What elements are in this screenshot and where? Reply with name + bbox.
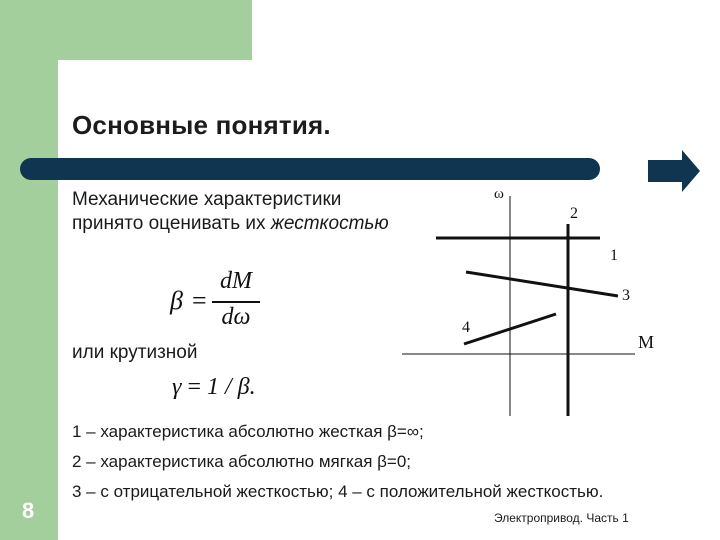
footer-text: Электропривод. Часть 1: [494, 511, 629, 525]
characteristics-diagram: [390, 180, 680, 420]
beta-formula: [170, 268, 270, 338]
slide-title: Основные понятия.: [72, 110, 331, 140]
beta-equals: =: [192, 286, 207, 315]
beta-numerator: dM: [220, 268, 252, 294]
fraction-bar: [212, 301, 260, 303]
gamma-rhs: 1 / β.: [207, 374, 256, 400]
legend-line-3: 3 – с отрицательной жесткостью; 4 – с положительной жесткостью.: [72, 482, 604, 501]
title-divider-bar: [20, 158, 600, 180]
intro-text-body: Механические характеристики принято оценивать их: [72, 189, 342, 234]
legend-line-2: 2 – характеристика абсолютно мягкая β=0;: [72, 452, 412, 471]
line-1-label: 1: [610, 247, 618, 264]
axis-y-label: ω: [494, 186, 504, 202]
gamma-equals: =: [181, 374, 208, 400]
top-accent-block: [0, 0, 252, 60]
intro-emphasis: жесткостью: [270, 213, 389, 234]
intro-text: [72, 188, 392, 236]
line-3: [466, 272, 618, 296]
alt-text: или крутизной: [72, 342, 198, 363]
axis-x-label: M: [638, 332, 655, 352]
beta-symbol: β: [170, 286, 183, 315]
beta-denominator: dω: [221, 304, 251, 330]
line-4-label: 4: [462, 319, 470, 336]
line-2-label: 2: [570, 205, 578, 222]
gamma-formula: [172, 374, 256, 401]
gamma-symbol: γ: [172, 374, 182, 400]
line-3-label: 3: [622, 287, 630, 304]
legend-line-1: 1 – характеристика абсолютно жесткая β=∞;: [72, 422, 424, 441]
left-accent-strip: [0, 0, 58, 540]
slide-number: 8: [22, 498, 35, 523]
